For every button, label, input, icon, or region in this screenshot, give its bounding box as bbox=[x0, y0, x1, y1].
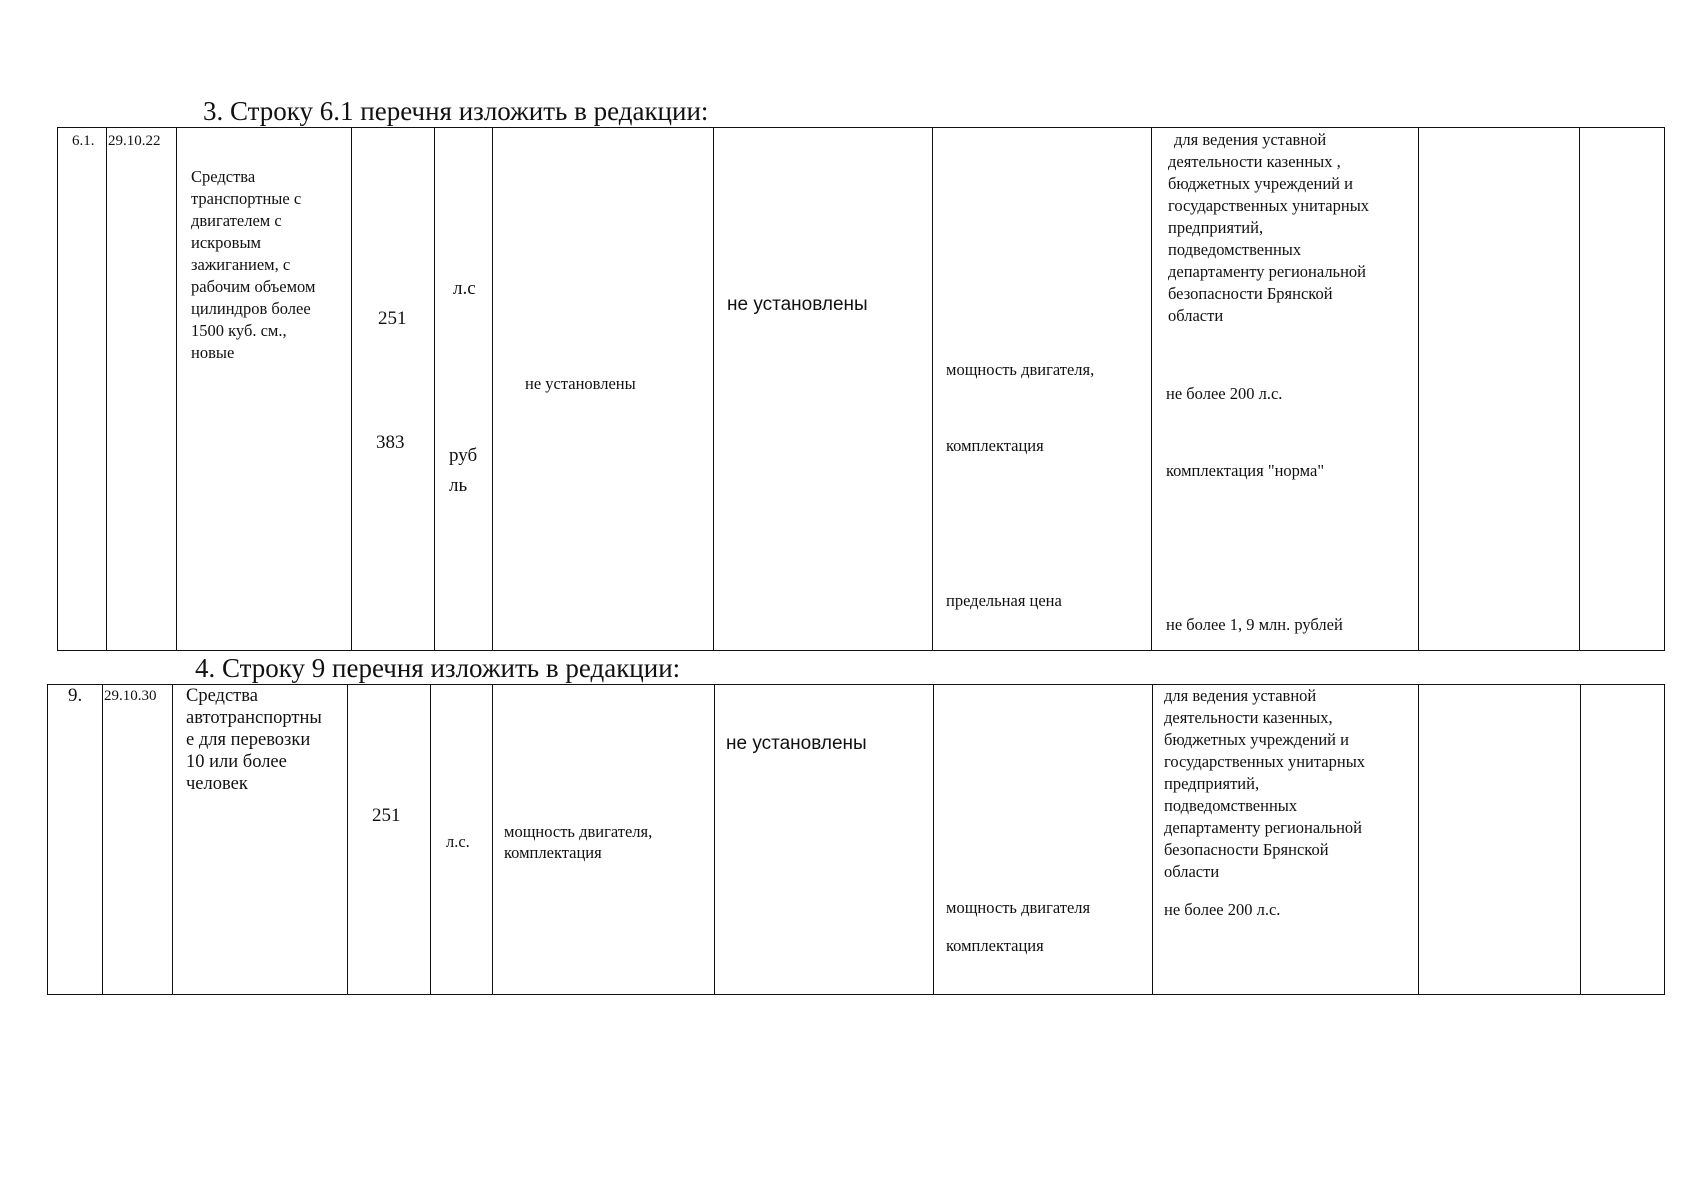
char-power: мощность двигателя bbox=[946, 898, 1091, 917]
col6-value: мощность двигателя, комплектация bbox=[504, 822, 653, 862]
purpose: для ведения уставной деятельности казенных, бюджетных учреждений и государственных унитарных предприятий, подведомственных департаменту региональной безопасности Брянской области bbox=[1164, 686, 1366, 881]
okei-name-1: л.с bbox=[453, 278, 476, 299]
okei-code-2: 383 bbox=[376, 432, 405, 453]
table-row-6-1 bbox=[57, 127, 1665, 651]
char-power: мощность двигателя, bbox=[946, 360, 1095, 379]
item-name: Средства автотранспортны е для перевозки 10 или более человек bbox=[186, 686, 322, 794]
okei-code: 251 bbox=[372, 805, 401, 826]
col7-value: не установлены bbox=[726, 733, 867, 754]
char-price: предельная цена bbox=[946, 591, 1062, 610]
item-name: Средства транспортные с двигателем с искровым зажиганием, с рабочим объемом цилиндров более 1500 куб. см., новые bbox=[191, 167, 316, 362]
section-3-heading: 3. Строку 6.1 перечня изложить в редакции: bbox=[203, 96, 709, 126]
okpd-code: 29.10.22 bbox=[108, 133, 161, 149]
purpose: для ведения уставной деятельности казенных , бюджетных учреждений и государственных унитарных предприятий, подведомственных департаменту региональной безопасности Брянской области bbox=[1168, 130, 1370, 325]
section-4-heading: 4. Строку 9 перечня изложить в редакции: bbox=[195, 653, 681, 683]
row-number: 6.1. bbox=[72, 133, 95, 149]
row-number: 9. bbox=[68, 685, 83, 706]
col7-value: не установлены bbox=[727, 294, 868, 315]
okei-name: л.с. bbox=[446, 832, 470, 851]
char-equipment: комплектация bbox=[946, 936, 1044, 955]
char-equipment: комплектация bbox=[946, 436, 1044, 455]
okei-code-1: 251 bbox=[378, 308, 407, 329]
value-power: не более 200 л.с. bbox=[1164, 900, 1281, 919]
value-power: не более 200 л.с. bbox=[1166, 384, 1283, 403]
table-row-9 bbox=[47, 684, 1665, 995]
okpd-code: 29.10.30 bbox=[104, 688, 157, 704]
value-equipment: комплектация "норма" bbox=[1166, 461, 1325, 480]
col6-value: не установлены bbox=[525, 374, 636, 393]
okei-name-2: руб ль bbox=[449, 445, 478, 496]
value-price: не более 1, 9 млн. рублей bbox=[1166, 615, 1343, 634]
